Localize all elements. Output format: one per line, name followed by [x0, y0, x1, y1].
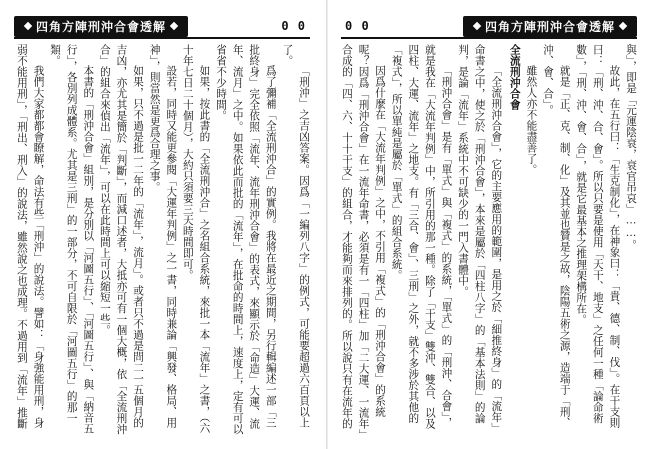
paragraph: 爲了彌補「全流刑沖合」的實例。我將在最近之期間，另行輯編述一部「三批終身」完全依照「流年、流年刑沖合會」的表式，來顯示於「命造」大運、流年、流月」之中。如果依此而批的「流年」，在批命的時間上，速度上，定有可以省省不少時間。	[215, 44, 277, 435]
left-page-header	[14, 15, 310, 39]
right-page	[327, 0, 654, 449]
paragraph: 因爲什麼在「大流年判例」之中，不引用「複式」的「刑沖合會」的系統呢？因爲「刑沖合會」在一流年命書，必須是有一「四柱」加「二大運、一流年」合成的「四、六、十十干支」的組合，才能夠而來排列的。所以說只有在流年的	[341, 44, 387, 435]
paragraph: 如果，只不過是批一二年的「流年」，流月」。或者只不過是問二一五個月的吉凶，亦尤其是簡於「判斷」，而減口述者，大抵亦可有一個大概，依「全流刑沖合」的組合來偵出「流年」，可以在此時間上可以縮短一些。	[98, 44, 145, 435]
diamond-ornament-icon	[170, 22, 178, 30]
right-page-header	[341, 15, 637, 39]
left-page-body	[14, 44, 312, 436]
diamond-ornament-icon	[619, 22, 627, 30]
paragraph: 「刑沖」之吉凶答案。因爲「一編列八字」的例式，可能要超過六百頁以上了。	[281, 44, 310, 429]
paragraph: 「全流刑沖合會」，它的主要應用的範圍，是用之於「細推終身」的「流年」命書之中，使之於「刑沖合會」，本來是屬於「四柱八字」的「基本法則」的論判，是論「流年」系統中不可缺少的一門入書體中。	[457, 44, 503, 434]
paragraph: 就是「正、克、制、化」及其並也贊是之故，陰陽五術之源，造端于「刑、沖、會、合」。	[542, 44, 571, 429]
book-title: 四角方陣刑沖合會透解	[36, 19, 167, 34]
section-heading: 全流刑沖合會	[508, 44, 521, 110]
paragraph: 如果，按此書的「全流刑沖合」之名組合系統，來批一本「流年」之書，（六十年七日二十個月），大約只須要三天時間即可。	[181, 44, 211, 434]
right-page-number: 0 0	[345, 19, 370, 33]
diamond-ornament-icon	[473, 22, 481, 30]
paragraph: 雖然人亦不能盡善了。	[525, 65, 538, 176]
left-page-number: 0 0	[281, 19, 306, 33]
paragraph: 本書的「刑沖合會」組別，是分別以「河圖五行」、「河圖五行」、與「納音五行」，各別列成體系。尤其是三刑」的一部分，不可自限於「河圖五行」的那一類。	[49, 44, 95, 435]
book-title: 四角方陣刑沖合會透解	[484, 19, 615, 34]
paragraph: 「刑沖合會」是有「單式」與「複式」的系統，「單式」的「刑沖、合會」，就是我在「大流年判例」中，所引用的那一種。除了「干支」雙沖、雙合、以及四柱、大運、流年」之地支。有「三合、會」、三刑」之外，就不多涉於其他的「複式」，所以單純是屬於「單式」的組合系統。	[390, 44, 453, 429]
paragraph: 故此，在五行曰：「生克制化」，在神象曰：「貴、德、制、伐」。在干支則曰：「刑、沖、合、會」。所以只要是使用「天干、地支」之任何一種「論命術數」，「刑、沖、會、合」，就是它最基本之推理架構所在。	[575, 44, 621, 429]
diamond-ornament-icon	[24, 22, 32, 30]
paragraph: 我們大家都都會瞭解，命法有些「刑沖」的說法。譬如：「身強能用刑，身弱不能用刑」，「刑出、刑入」的說法，雖然說之也成理。不過用到「流年」推斷	[15, 44, 45, 430]
paragraph: 設若，同時又能更參閱「大運年判例」之一書，同時兼論「興發、格局、用神」，則當然是更爲合理之事。	[148, 44, 178, 429]
paragraph: 與」，即是「元運陰衰，衰官吊哀」……。	[625, 44, 637, 251]
book-title-banner	[463, 16, 637, 37]
book-title-banner	[14, 16, 188, 37]
right-page-body	[341, 44, 639, 436]
